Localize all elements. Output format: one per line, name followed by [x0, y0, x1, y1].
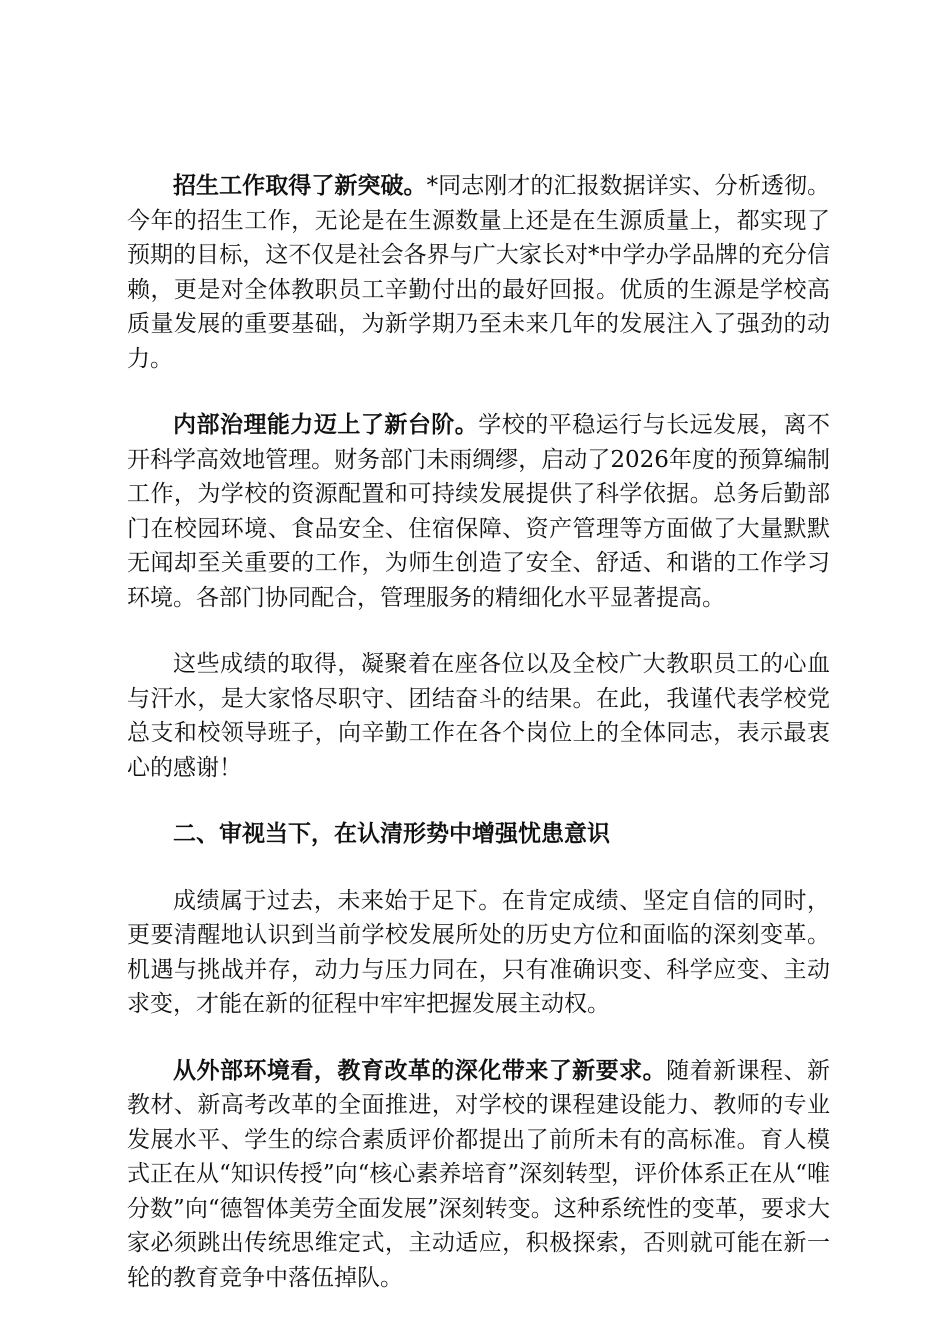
paragraph-enrollment	[127, 169, 830, 376]
section-heading: 二、审视当下，在认清形势中增强忧患意识	[173, 820, 610, 847]
paragraph-lead: 招生工作取得了新突破。	[173, 172, 427, 199]
document-body	[127, 169, 830, 1295]
paragraph-text: 成绩属于过去，未来始于足下。在肯定成绩、坚定自信的同时，更要清醒地认识到当前学校发展所处的历史方位和面临的深刻变革。机遇与挑战并存，动力与压力同在，只有准确识变、科学应变、主动求变，才能在新的征程中牢牢把握发展主动权。	[127, 887, 830, 1017]
paragraph-text: *同志刚才的汇报数据详实、分析透彻。今年的招生工作，无论是在生源数量上还是在生源质量上，都实现了预期的目标，这不仅是社会各界与广大家长对*中学办学品牌的充分信赖，更是对全体教职员工辛勤付出的最好回报。优质的生源是学校高质量发展的重要基础，为新学期乃至未来几年的发展注入了强劲的动力。	[127, 173, 831, 372]
paragraph-lead: 从外部环境看，教育改革的深化带来了新要求。	[173, 1056, 667, 1084]
paragraph-lead: 内部治理能力迈上了新台阶。	[173, 411, 479, 438]
paragraph-governance	[127, 408, 830, 615]
paragraph-text: 这些成绩的取得，凝聚着在座各位以及全校广大教职员工的心血与汗水，是大家恪尽职守、团结奋斗的结果。在此，我谨代表学校党总支和校领导班子，向辛勤工作在各个岗位上的全体同志，表示最衷心的感谢！	[127, 651, 830, 781]
paragraph-outlook	[127, 884, 830, 1022]
paragraph-thanks	[127, 647, 830, 785]
paragraph-text: 随着新课程、新教材、新高考改革的全面推进，对学校的课程建设能力、教师的专业发展水平、学生的综合素质评价都提出了前所未有的高标准。育人模式正在从“知识传授”向“核心素养培育”深刻转型，评价体系正在从“唯分数”向“德智体美劳全面发展”深刻转变。这种系统性的变革，要求大家必须跳出传统思维定式，主动适应，积极探索，否则就可能在新一轮的教育竞争中落伍掉队。	[127, 1057, 831, 1291]
paragraph-external-environment	[127, 1054, 830, 1296]
paragraph-text: 学校的平稳运行与长远发展，离不开科学高效地管理。财务部门未雨绸缪，启动了2026年度的预算编制工作，为学校的资源配置和可持续发展提供了科学依据。总务后勤部门在校园环境、食品安全、住宿保障、资产管理等方面做了大量默默无闻却至关重要的工作，为师生创造了安全、舒适、和谐的工作学习环境。各部门协同配合，管理服务的精细化水平显著提高。	[127, 412, 831, 611]
